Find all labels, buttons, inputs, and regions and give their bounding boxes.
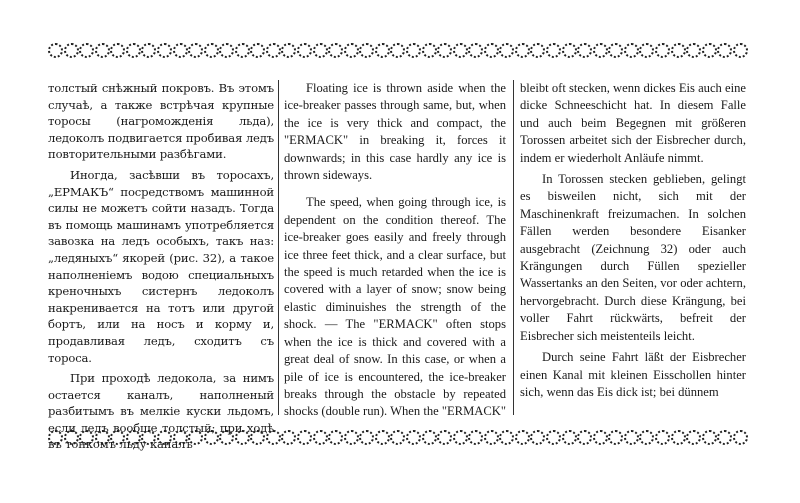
dotted-ring-icon — [546, 430, 561, 445]
dotted-ring-icon — [79, 430, 94, 445]
dotted-ring-icon — [110, 43, 125, 58]
english-paragraph-1: Floating ice is thrown aside when the ice-breaker passes through same, but, when the ice is very thick and compact, the "ERMACK" in breaking it, forces it downwards; in this case hardly any ice is thrown sideways. — [284, 81, 506, 183]
dotted-ring-icon — [359, 43, 374, 58]
dotted-ring-icon — [577, 43, 592, 58]
dotted-ring-icon — [406, 43, 421, 58]
dotted-ring-icon — [95, 430, 110, 445]
english-column — [284, 80, 506, 421]
dotted-ring-icon — [577, 430, 592, 445]
top-ornament-border — [48, 42, 748, 58]
dotted-ring-icon — [375, 430, 390, 445]
dotted-ring-icon — [468, 430, 483, 445]
dotted-ring-icon — [390, 430, 405, 445]
dotted-ring-icon — [717, 43, 732, 58]
dotted-ring-icon — [157, 43, 172, 58]
dotted-ring-icon — [453, 430, 468, 445]
dotted-ring-icon — [250, 43, 265, 58]
dotted-ring-icon — [328, 430, 343, 445]
dotted-ring-icon — [344, 430, 359, 445]
dotted-ring-icon — [484, 430, 499, 445]
dotted-ring-icon — [406, 430, 421, 445]
dotted-ring-icon — [126, 430, 141, 445]
dotted-ring-icon — [515, 430, 530, 445]
german-paragraph-1: bleibt oft stecken, wenn dickes Eis auch eine dicke Schneeschicht hat. In diesem Falle und auch beim Begegnen mit größeren Torossen arbeitet sich der Eisbrecher durch, indem er wiederholt Anläufe nimmt. — [520, 81, 746, 165]
dotted-ring-icon — [468, 43, 483, 58]
dotted-ring-icon — [250, 430, 265, 445]
german-paragraph-2: In Torossen stecken geblieben, gelingt es bisweilen nicht, sich mit der Maschinenkraft freizumachen. In solchen Fällen werden besondere Eisanker ausgebracht (Zeichnung 32) oder auch Krängungen durch Füllen spezieller Wassertanks an den Seiten, vor oder achtern, hervorgebracht. Durch diese Krängung, bei voller Fahrt rückwärts, befreit der Eisbrecher sich meistenteils leicht. — [520, 172, 746, 343]
dotted-ring-icon — [141, 430, 156, 445]
dotted-ring-icon — [390, 43, 405, 58]
dotted-ring-icon — [546, 43, 561, 58]
dotted-ring-icon — [499, 430, 514, 445]
dotted-ring-icon — [608, 430, 623, 445]
dotted-ring-icon — [671, 43, 686, 58]
dotted-ring-icon — [608, 43, 623, 58]
dotted-ring-icon — [530, 43, 545, 58]
dotted-ring-icon — [733, 430, 748, 445]
dotted-ring-icon — [297, 430, 312, 445]
dotted-ring-icon — [639, 430, 654, 445]
dotted-ring-icon — [624, 430, 639, 445]
dotted-ring-icon — [515, 43, 530, 58]
dotted-ring-icon — [686, 43, 701, 58]
dotted-ring-icon — [313, 430, 328, 445]
dotted-ring-icon — [157, 430, 172, 445]
column-divider-1 — [278, 80, 279, 415]
dotted-ring-icon — [110, 430, 125, 445]
dotted-ring-icon — [219, 430, 234, 445]
dotted-ring-icon — [593, 43, 608, 58]
russian-paragraph-3: При проходѣ ледокола, за нимъ остается каналъ, наполненый разбитымъ въ мелкіе куски льдомъ, если ледъ вообще толстый; при ходѣ въ тонкомъ льду каналъ — [48, 371, 274, 452]
dotted-ring-icon — [359, 430, 374, 445]
dotted-ring-icon — [188, 430, 203, 445]
dotted-ring-icon — [188, 43, 203, 58]
dotted-ring-icon — [702, 430, 717, 445]
dotted-ring-icon — [717, 430, 732, 445]
dotted-ring-icon — [297, 43, 312, 58]
russian-column — [48, 80, 274, 453]
dotted-ring-icon — [173, 43, 188, 58]
dotted-ring-icon — [686, 430, 701, 445]
dotted-ring-icon — [173, 430, 188, 445]
dotted-ring-icon — [313, 43, 328, 58]
bottom-ornament-border — [48, 429, 748, 445]
dotted-ring-icon — [437, 43, 452, 58]
dotted-ring-icon — [281, 430, 296, 445]
dotted-ring-icon — [530, 430, 545, 445]
dotted-ring-icon — [48, 43, 63, 58]
dotted-ring-icon — [639, 43, 654, 58]
dotted-ring-icon — [422, 430, 437, 445]
dotted-ring-icon — [437, 430, 452, 445]
russian-paragraph-1: толстый снѣжный покровъ. Въ этомъ случаѣ, а также встрѣчая крупные торосы (нагроможденія льда), ледоколъ подвигается пробивая ледъ повторительными разбѣгами. — [48, 81, 274, 162]
dotted-ring-icon — [655, 43, 670, 58]
dotted-ring-icon — [79, 43, 94, 58]
german-paragraph-3: Durch seine Fahrt läßt der Eisbrecher einen Kanal mit kleinen Eisschollen hinter sich, wenn das Eis dick ist; bei dünnem — [520, 350, 746, 399]
dotted-ring-icon — [266, 430, 281, 445]
dotted-ring-icon — [281, 43, 296, 58]
german-column — [520, 80, 746, 401]
dotted-ring-icon — [499, 43, 514, 58]
dotted-ring-icon — [671, 430, 686, 445]
column-divider-2 — [513, 80, 514, 415]
dotted-ring-icon — [655, 430, 670, 445]
dotted-ring-icon — [733, 43, 748, 58]
dotted-ring-icon — [484, 43, 499, 58]
dotted-ring-icon — [562, 43, 577, 58]
dotted-ring-icon — [235, 430, 250, 445]
dotted-ring-icon — [453, 43, 468, 58]
russian-paragraph-2: Иногда, засѣвши въ торосахъ, „ЕРМАКЪ“ посредствомъ машинной силы не можетъ сойти назадъ. Тогда въ помощь машинамъ употребляется завозка на ледъ особыхъ, такъ наз: „ледяныхъ“ якорей (рис. 32), а такое наполненіемъ водою специальныхъ креночныхъ систернъ ледоколъ накрениваетcя на тотъ или другой бортъ, или на носъ и корму и, продавливая ледъ, сходитъ съ тороса. — [48, 167, 274, 365]
dotted-ring-icon — [562, 430, 577, 445]
dotted-ring-icon — [422, 43, 437, 58]
english-paragraph-2: The speed, when going through ice, is dependent on the condition thereof. The ice-breaker goes easily and freely through ice three feet thick, and a clear surface, but the speed is much retarded when the ice is covered with a layer of snow; snow being elastic diminuishes the strength of the shock. — The "ERMACK" often stops when the ice is thick and covered with a great deal of snow. In this case, or when a pile of ice is encountered, the ice-breaker breaks through the obstacle by repeated shocks (double run). When the "ERMACK" — [284, 195, 507, 419]
dotted-ring-icon — [126, 43, 141, 58]
dotted-ring-icon — [64, 43, 79, 58]
dotted-ring-icon — [204, 43, 219, 58]
dotted-ring-icon — [593, 430, 608, 445]
dotted-ring-icon — [219, 43, 234, 58]
dotted-ring-icon — [235, 43, 250, 58]
dotted-ring-icon — [95, 43, 110, 58]
dotted-ring-icon — [266, 43, 281, 58]
dotted-ring-icon — [141, 43, 156, 58]
dotted-ring-icon — [328, 43, 343, 58]
dotted-ring-icon — [204, 430, 219, 445]
dotted-ring-icon — [624, 43, 639, 58]
dotted-ring-icon — [64, 430, 79, 445]
dotted-ring-icon — [375, 43, 390, 58]
dotted-ring-icon — [48, 430, 63, 445]
dotted-ring-icon — [702, 43, 717, 58]
dotted-ring-icon — [344, 43, 359, 58]
